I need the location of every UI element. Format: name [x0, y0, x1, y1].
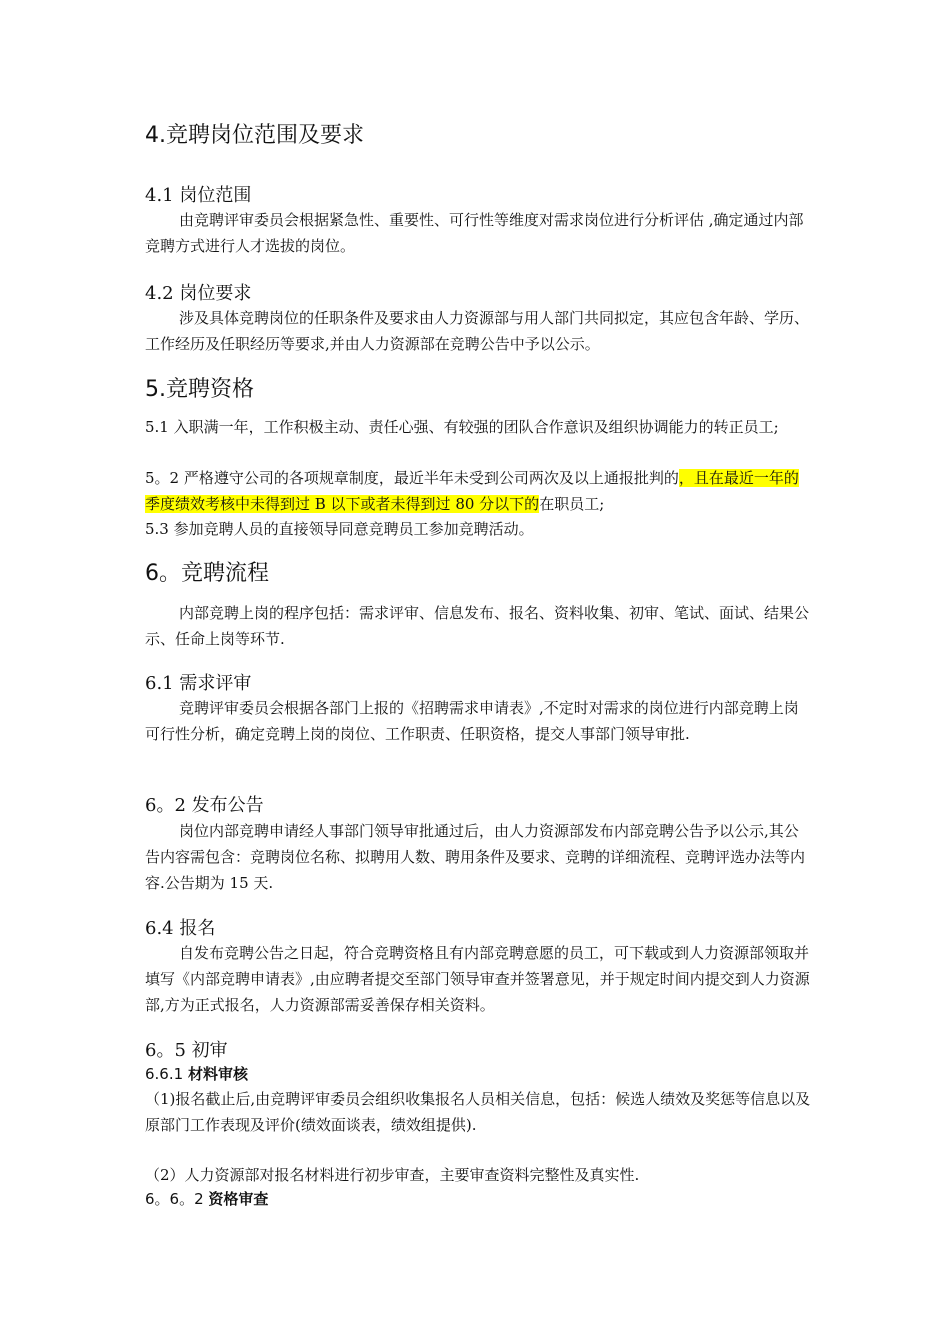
section-5-item-3: 5.3 参加竞聘人员的直接领导同意竞聘员工参加竞聘活动。: [145, 520, 534, 538]
section-6-5-heading: 6。5 初审: [145, 1040, 228, 1061]
section-6-2-heading: 6。2 发布公告: [145, 795, 264, 816]
section-4-1-heading: 4.1 岗位范围: [145, 185, 252, 206]
section-5-item-2-tail: 在职员工;: [539, 495, 605, 513]
section-6-1-text: 竞聘评审委员会根据各部门上报的《招聘需求申请表》,不定时对需求的岗位进行内部竞聘上岗可行性分析，确定竞聘上岗的岗位、工作职责、任职资格，提交人事部门领导审批.: [145, 699, 799, 743]
section-4-heading: 4.竞聘岗位范围及要求: [145, 123, 364, 148]
section-6-4-heading: 6.4 报名: [145, 918, 216, 939]
section-5-item-2-text: 5。2 严格遵守公司的各项规章制度，最近半年未受到公司两次及以上通报批判的: [145, 469, 679, 487]
section-6-6-1-item-1: （1)报名截止后,由竞聘评审委员会组织收集报名人员相关信息，包括：候选人绩效及奖惩等信息以及原部门工作表现及评价(绩效面谈表，绩效组提供).: [145, 1090, 811, 1134]
section-5-item-2: [145, 465, 813, 517]
section-6-4-text: 自发布竞聘公告之日起，符合竞聘资格且有内部竞聘意愿的员工，可下载或到人力资源部领取并填写《内部竞聘申请表》,由应聘者提交至部门领导审查并签署意见，并于规定时间内提交到人力资源部,方为正式报名，人力资源部需妥善保存相关资料。: [145, 944, 810, 1014]
section-6-6-2-heading: [145, 1188, 268, 1210]
section-6-1-heading: 6.1 需求评审: [145, 673, 252, 694]
section-6-6-1-item-2: （2）人力资源部对报名材料进行初步审查，主要审查资料完整性及真实性.: [145, 1166, 640, 1184]
section-6-intro: 内部竞聘上岗的程序包括：需求评审、信息发布、报名、资料收集、初审、笔试、面试、结果公示、任命上岗等环节.: [145, 604, 810, 648]
section-6-6-1-number: 6.6.1: [145, 1065, 188, 1083]
section-4-2-heading: 4.2 岗位要求: [145, 283, 252, 304]
section-4-2-text: 涉及具体竞聘岗位的任职条件及要求由人力资源部与用人部门共同拟定，其应包含年龄、学历、工作经历及任职经历等要求,并由人力资源部在竞聘公告中予以公示。: [145, 309, 810, 353]
section-6-6-2-number: 6。6。2: [145, 1190, 209, 1208]
section-6-6-2-title: 资格审查: [208, 1190, 269, 1208]
section-6-6-1-heading: [145, 1063, 248, 1085]
section-6-2-text: 岗位内部竞聘申请经人事部门领导审批通过后，由人力资源部发布内部竞聘公告予以公示,其公告内容需包含：竞聘岗位名称、拟聘用人数、聘用条件及要求、竞聘的详细流程、竞聘评选办法等内容.公告期为 15 天.: [145, 822, 806, 892]
section-6-heading: 6。竞聘流程: [145, 561, 269, 586]
section-6-6-1-title: 材料审核: [187, 1065, 248, 1083]
section-5-heading: 5.竞聘资格: [145, 377, 254, 402]
highlighted-text: ，且在最近一年的季度绩效考核中未得到过 B 以下或者未得到过 80 分以下的: [145, 469, 799, 513]
section-4-1-text: 由竞聘评审委员会根据紧急性、重要性、可行性等维度对需求岗位进行分析评估 ,确定通过内部竞聘方式进行人才选拔的岗位。: [145, 211, 804, 255]
section-5-item-1: 5.1 入职满一年，工作积极主动、责任心强、有较强的团队合作意识及组织协调能力的转正员工;: [145, 418, 779, 436]
